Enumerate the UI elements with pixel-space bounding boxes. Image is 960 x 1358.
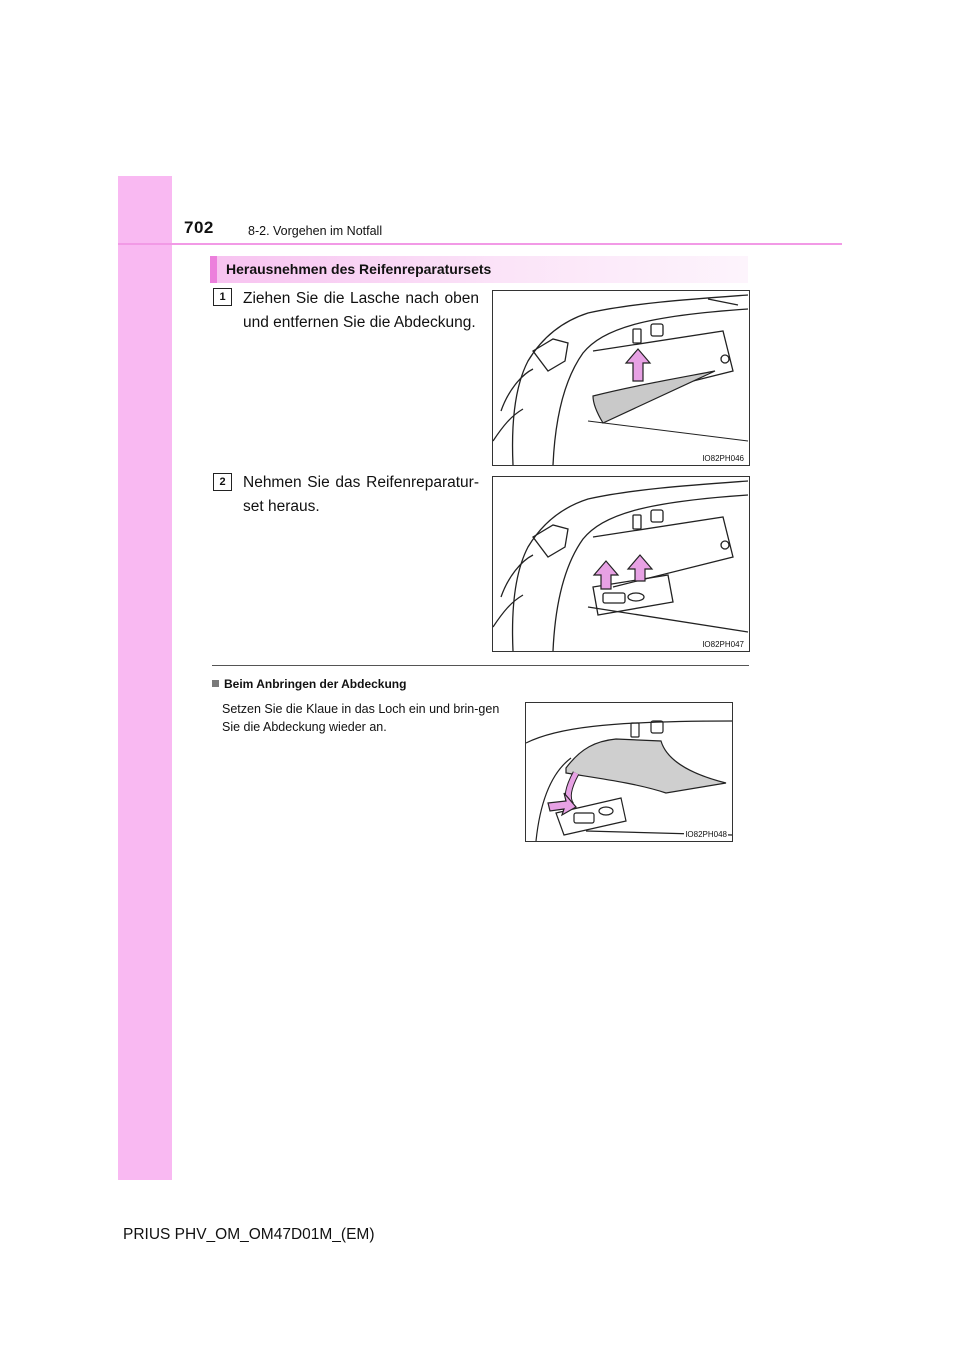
note-heading-text: Beim Anbringen der Abdeckung [224, 677, 407, 691]
breadcrumb: 8-2. Vorgehen im Notfall [248, 224, 383, 238]
section-heading-accent [210, 256, 217, 283]
repair-kit-illustration [493, 477, 749, 651]
arrow-up-icon [626, 349, 650, 381]
arrow-up-icon [628, 555, 652, 581]
step-1-illustration [492, 290, 750, 466]
side-tab-strip [118, 176, 172, 1180]
square-bullet-icon [212, 680, 219, 687]
footer-doc-id: PRIUS PHV_OM_OM47D01M_(EM) [123, 1226, 375, 1243]
figure-code: IO82PH048 [685, 830, 727, 839]
section-divider [212, 665, 749, 666]
figure-code: IO82PH047 [702, 640, 744, 649]
note-illustration [525, 702, 733, 842]
step-2-illustration [492, 476, 750, 652]
step-2-badge: 2 [213, 473, 232, 491]
note-heading [212, 677, 406, 691]
arrow-up-icon [594, 561, 618, 589]
step-1-text: Ziehen Sie die Lasche nach oben und entfernen Sie die Abdeckung. [243, 290, 479, 331]
step-1-badge: 1 [213, 288, 232, 306]
figure-code: IO82PH046 [702, 454, 744, 463]
cover-reattach-illustration [526, 703, 732, 841]
section-heading [210, 256, 748, 283]
trunk-cover-illustration [493, 291, 749, 465]
note-text: Setzen Sie die Klaue in das Loch ein und brin-gen Sie die Abdeckung wieder an. [222, 702, 500, 734]
header-rule [118, 243, 842, 245]
section-title: Herausnehmen des Reifenreparatursets [226, 261, 492, 277]
step-2-text: Nehmen Sie das Reifenreparatur-set heraus. [243, 474, 479, 515]
page-number: 702 [184, 218, 214, 237]
